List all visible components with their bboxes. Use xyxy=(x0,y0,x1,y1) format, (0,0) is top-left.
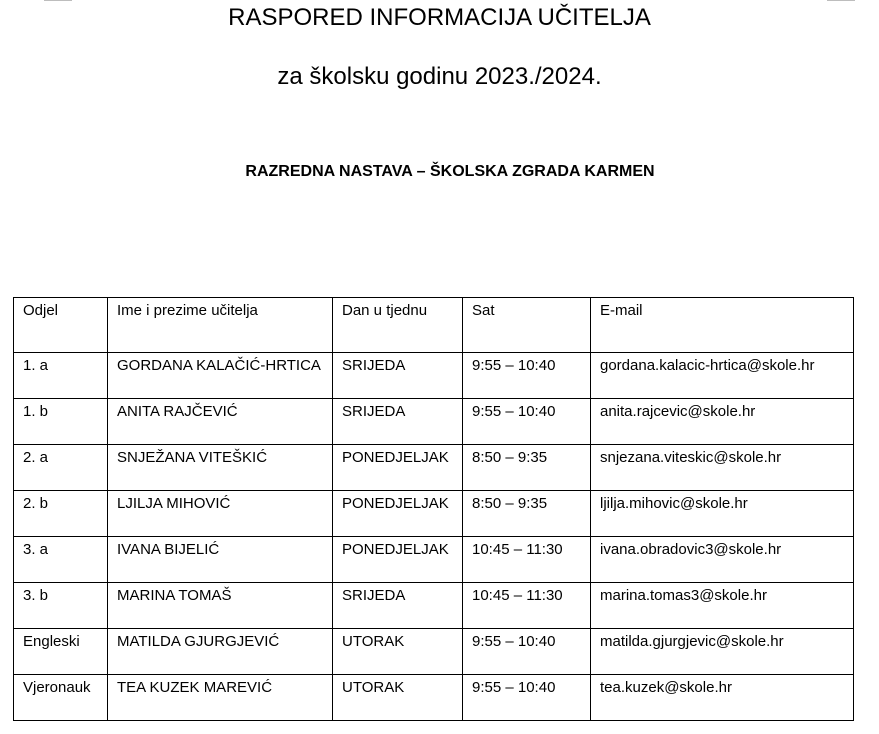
teacher-schedule-table xyxy=(13,297,854,721)
page-corner-mark-right xyxy=(827,0,855,1)
cell-odjel: 2. b xyxy=(14,491,108,537)
cell-ime: TEA KUZEK MAREVIĆ xyxy=(108,675,333,721)
cell-ime: MATILDA GJURGJEVIĆ xyxy=(108,629,333,675)
cell-sat: 9:55 – 10:40 xyxy=(463,675,591,721)
cell-email: snjezana.viteskic@skole.hr xyxy=(591,445,854,491)
cell-odjel: 1. b xyxy=(14,399,108,445)
document-subtitle: RAZREDNA NASTAVA – ŠKOLSKA ZGRADA KARMEN xyxy=(245,163,655,180)
cell-email: ivana.obradovic3@skole.hr xyxy=(591,537,854,583)
document-school-year: za školsku godinu 2023./2024. xyxy=(277,63,602,90)
cell-email: tea.kuzek@skole.hr xyxy=(591,675,854,721)
cell-email: marina.tomas3@skole.hr xyxy=(591,583,854,629)
column-header-email: E-mail xyxy=(591,298,854,353)
cell-dan: SRIJEDA xyxy=(333,399,463,445)
page-corner-mark-left xyxy=(44,0,72,1)
cell-odjel: Vjeronauk xyxy=(14,675,108,721)
cell-dan: SRIJEDA xyxy=(333,583,463,629)
cell-sat: 10:45 – 11:30 xyxy=(463,583,591,629)
cell-ime: IVANA BIJELIĆ xyxy=(108,537,333,583)
table-row xyxy=(14,675,854,721)
cell-ime: MARINA TOMAŠ xyxy=(108,583,333,629)
cell-email: gordana.kalacic-hrtica@skole.hr xyxy=(591,353,854,399)
cell-dan: UTORAK xyxy=(333,675,463,721)
cell-sat: 10:45 – 11:30 xyxy=(463,537,591,583)
cell-odjel: 3. a xyxy=(14,537,108,583)
cell-dan: PONEDJELJAK xyxy=(333,491,463,537)
cell-dan: PONEDJELJAK xyxy=(333,445,463,491)
cell-ime: GORDANA KALAČIĆ-HRTICA xyxy=(108,353,333,399)
column-header-dan: Dan u tjednu xyxy=(333,298,463,353)
cell-odjel: 1. a xyxy=(14,353,108,399)
cell-ime: ANITA RAJČEVIĆ xyxy=(108,399,333,445)
column-header-ime: Ime i prezime učitelja xyxy=(108,298,333,353)
cell-sat: 8:50 – 9:35 xyxy=(463,491,591,537)
cell-ime: LJILJA MIHOVIĆ xyxy=(108,491,333,537)
column-header-odjel: Odjel xyxy=(14,298,108,353)
document-title: RASPORED INFORMACIJA UČITELJA xyxy=(228,4,651,31)
table-row xyxy=(14,353,854,399)
cell-odjel: 3. b xyxy=(14,583,108,629)
cell-sat: 8:50 – 9:35 xyxy=(463,445,591,491)
table-row xyxy=(14,537,854,583)
cell-email: ljilja.mihovic@skole.hr xyxy=(591,491,854,537)
cell-ime: SNJEŽANA VITEŠKIĆ xyxy=(108,445,333,491)
table-row xyxy=(14,491,854,537)
cell-email: anita.rajcevic@skole.hr xyxy=(591,399,854,445)
table-row xyxy=(14,629,854,675)
table-row xyxy=(14,583,854,629)
cell-odjel: 2. a xyxy=(14,445,108,491)
cell-dan: UTORAK xyxy=(333,629,463,675)
table-row xyxy=(14,399,854,445)
cell-sat: 9:55 – 10:40 xyxy=(463,399,591,445)
cell-odjel: Engleski xyxy=(14,629,108,675)
table-row xyxy=(14,445,854,491)
cell-dan: PONEDJELJAK xyxy=(333,537,463,583)
cell-dan: SRIJEDA xyxy=(333,353,463,399)
cell-email: matilda.gjurgjevic@skole.hr xyxy=(591,629,854,675)
cell-sat: 9:55 – 10:40 xyxy=(463,629,591,675)
cell-sat: 9:55 – 10:40 xyxy=(463,353,591,399)
column-header-sat: Sat xyxy=(463,298,591,353)
table-header-row xyxy=(14,298,854,353)
